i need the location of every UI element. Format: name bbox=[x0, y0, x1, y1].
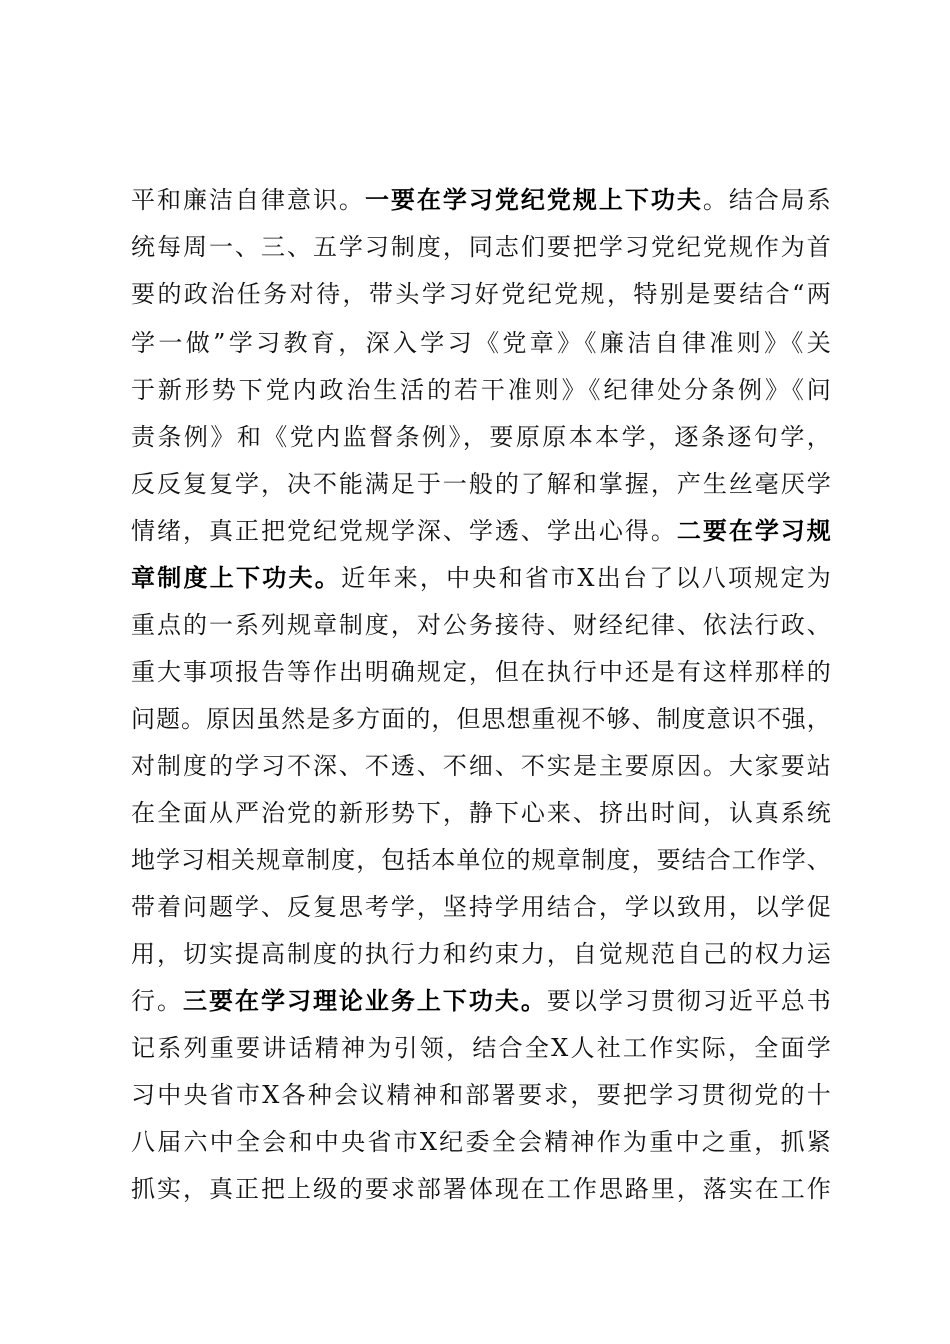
text-segment: 。结合局系 bbox=[702, 186, 831, 214]
text-line bbox=[131, 984, 831, 1018]
text-segment: 习中央省市X各种会议精神和部署要求，要把学习贯彻党的十 bbox=[131, 1081, 831, 1109]
text-segment: 问题。原因虽然是多方面的，但思想重视不够、制度意识不强， bbox=[131, 705, 831, 733]
text-line bbox=[131, 655, 831, 689]
text-line bbox=[131, 230, 831, 264]
text-segment: 带着问题学、反复思考学，坚持学用结合，学以致用，以学促 bbox=[131, 893, 831, 921]
text-line bbox=[131, 1125, 831, 1159]
bold-heading-segment: 一要在学习党纪党规上下功夫 bbox=[364, 186, 703, 214]
text-segment: 在全面从严治党的新形势下，静下心来、挤出时间，认真系统 bbox=[131, 799, 831, 827]
text-line bbox=[131, 561, 831, 595]
text-segment: 要以学习贯彻习近平总书 bbox=[546, 987, 831, 1015]
text-line bbox=[131, 1078, 831, 1112]
text-segment: 八届六中全会和中央省市X纪委全会精神作为重中之重，抓紧 bbox=[131, 1128, 831, 1156]
text-line bbox=[131, 843, 831, 877]
text-segment: 要的政治任务对待，带头学习好党纪党规，特别是要结合“两 bbox=[131, 280, 831, 308]
text-segment: 于新形势下党内政治生活的若干准则》《纪律处分条例》《问 bbox=[131, 376, 831, 404]
text-line bbox=[131, 796, 831, 830]
text-line bbox=[131, 1172, 831, 1206]
text-segment: 记系列重要讲话精神为引领，结合全X人社工作实际，全面学 bbox=[131, 1034, 831, 1062]
text-line bbox=[131, 420, 831, 454]
bold-heading-segment: 二要在学习规 bbox=[676, 517, 832, 545]
text-segment: 对制度的学习不深、不透、不细、不实是主要原因。大家要站 bbox=[131, 752, 831, 780]
text-segment: 反反复复学，决不能满足于一般的了解和掌握，产生丝毫厌学 bbox=[131, 470, 831, 498]
text-segment: 学一做”学习教育，深入学习《党章》《廉洁自律准则》《关 bbox=[131, 329, 831, 357]
text-line bbox=[131, 890, 831, 924]
text-segment: 重点的一系列规章制度，对公务接待、财经纪律、依法行政、 bbox=[131, 611, 831, 639]
text-segment: 抓实，真正把上级的要求部署体现在工作思路里，落实在工作 bbox=[131, 1175, 831, 1203]
text-segment: 地学习相关规章制度，包括本单位的规章制度，要结合工作学、 bbox=[131, 846, 831, 874]
text-line bbox=[131, 467, 831, 501]
text-line bbox=[131, 277, 831, 311]
text-segment: 统每周一、三、五学习制度，同志们要把学习党纪党规作为首 bbox=[131, 233, 831, 261]
text-line bbox=[131, 1031, 831, 1065]
text-line bbox=[131, 373, 831, 407]
text-segment: 责条例》和《党内监督条例》，要原原本本学，逐条逐句学， bbox=[131, 423, 831, 451]
text-line bbox=[131, 937, 831, 971]
text-line bbox=[131, 702, 831, 736]
bold-heading-segment: 章制度上下功夫。 bbox=[131, 564, 342, 592]
text-segment: 重大事项报告等作出明确规定，但在执行中还是有这样那样的 bbox=[131, 658, 831, 686]
text-line bbox=[131, 608, 831, 642]
text-segment: 情绪，真正把党纪党规学深、学透、学出心得。 bbox=[131, 517, 677, 545]
text-segment: 平和廉洁自律意识。 bbox=[131, 186, 365, 214]
text-line bbox=[131, 326, 831, 360]
text-line bbox=[131, 183, 831, 217]
text-line bbox=[131, 514, 831, 548]
text-segment: 行。 bbox=[131, 987, 183, 1015]
text-segment: 用，切实提高制度的执行力和约束力，自觉规范自己的权力运 bbox=[131, 940, 831, 968]
text-segment: 近年来，中央和省市X出台了以八项规定为 bbox=[341, 564, 831, 592]
text-line bbox=[131, 749, 831, 783]
bold-heading-segment: 三要在学习理论业务上下功夫。 bbox=[182, 987, 547, 1015]
